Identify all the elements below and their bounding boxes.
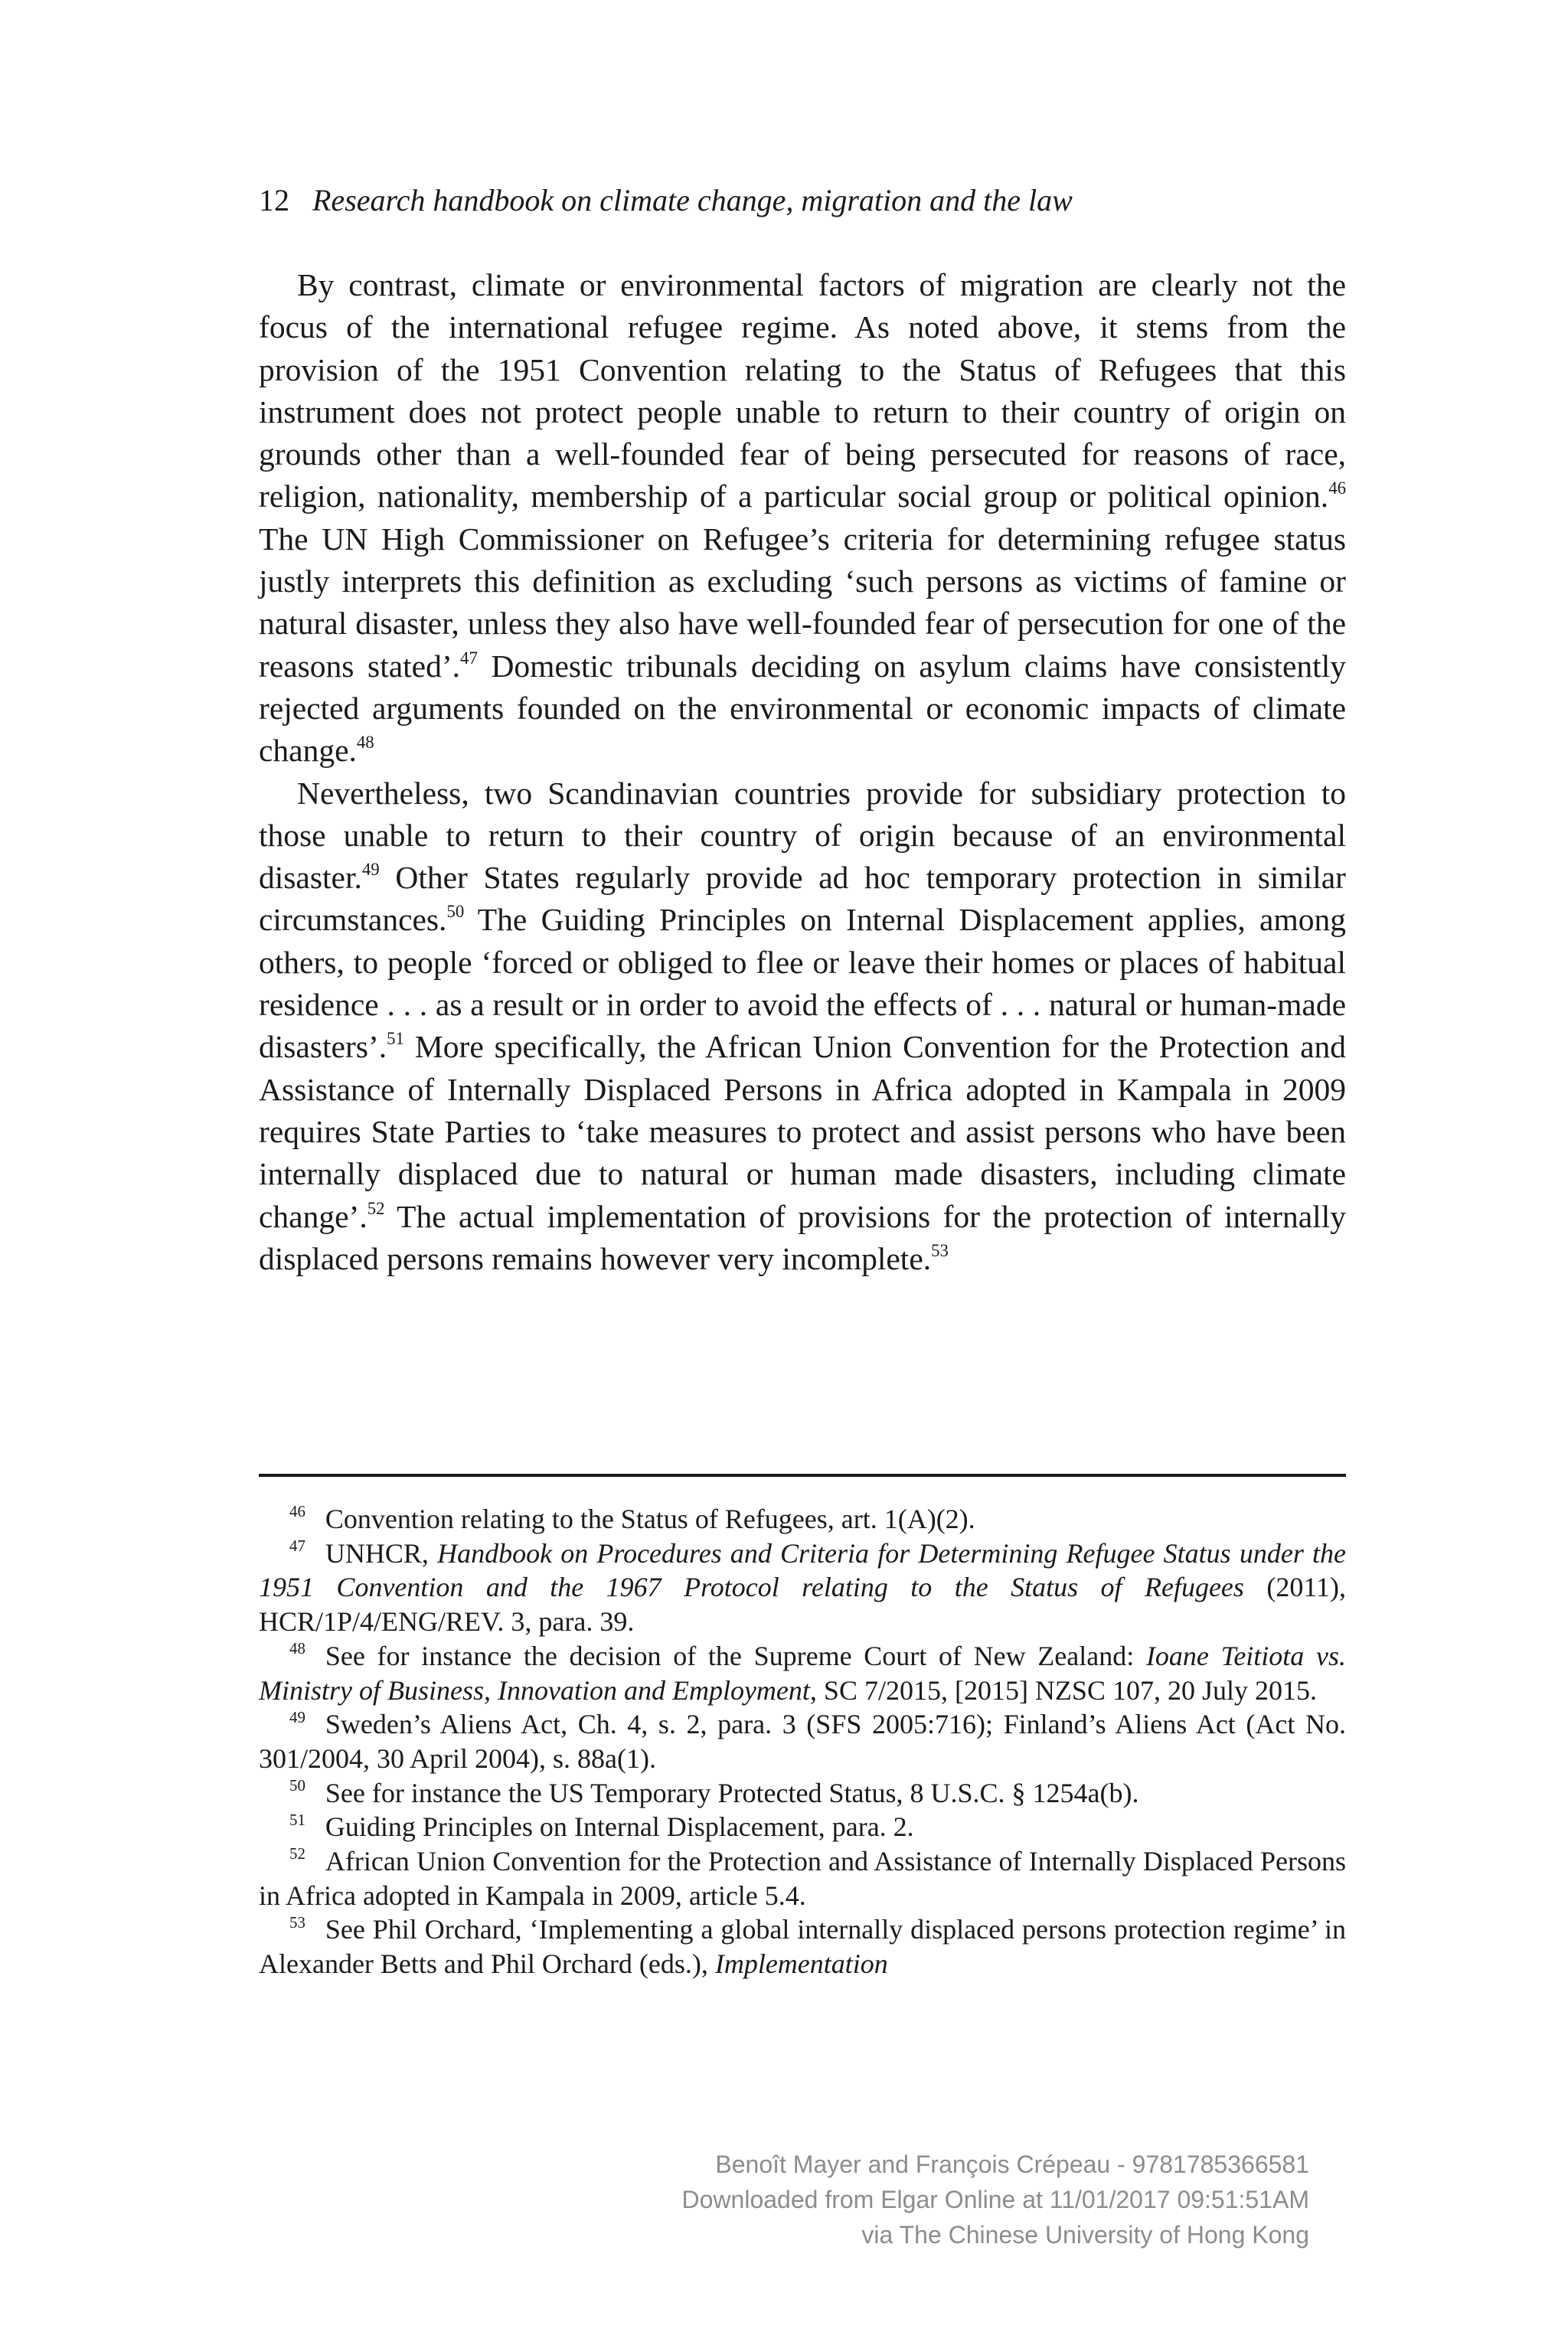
footnote-number: 53 bbox=[289, 1912, 305, 1932]
footnote-49 bbox=[259, 1707, 1346, 1775]
paragraph-text: Domestic tribunals deciding on asylum claims have consistently rejected arguments founded on the environmental or economic impacts of climate change. bbox=[259, 648, 1346, 769]
paragraph-text: By contrast, climate or environmental factors of migration are clearly not the focus of the international refugee regime. As noted above, it stems from the provision of the 1951 Convention relating to the Status of Refugees that this instrument does not protect people unable to return to their country of origin on grounds other than a well-founded fear of being persecuted for reasons of race, religion, nationality, membership of a particular social group or political opinion. bbox=[259, 267, 1346, 514]
footnote-text: , SC 7/2015, [2015] NZSC 107, 20 July 2015. bbox=[809, 1674, 1317, 1706]
footnote-number: 49 bbox=[289, 1707, 305, 1726]
footnote-number: 46 bbox=[289, 1502, 305, 1521]
footnote-number: 48 bbox=[289, 1639, 305, 1658]
download-watermark bbox=[544, 2147, 1309, 2252]
running-header bbox=[259, 179, 1346, 222]
footnote-text: Guiding Principles on Internal Displacement, para. 2. bbox=[325, 1811, 914, 1843]
footnote-46 bbox=[259, 1502, 1346, 1537]
footnote-number: 50 bbox=[289, 1776, 305, 1795]
footnote-text: African Union Convention for the Protection and Assistance of Internally Displaced Persons in Africa adopted in Kampala in 2009, article 5.4. bbox=[259, 1846, 1346, 1911]
footnotes bbox=[259, 1502, 1346, 1981]
footnote-text: Convention relating to the Status of Refugees, art. 1(A)(2). bbox=[325, 1504, 975, 1534]
footnote-italic-title: Handbook on Procedures and Criteria for Determining Refugee Status under the 1951 Convention and the 1967 Protocol relating to the Status of Refugees bbox=[259, 1537, 1346, 1603]
footnote-ref[interactable]: 48 bbox=[356, 733, 374, 753]
paragraph-text: The UN High Commissioner on Refugee’s criteria for determining refugee status justly interprets this definition as excluding ‘such persons as victims of famine or natural disaster, unless they also have well-founded fear of persecution for one of the reasons stated’. bbox=[259, 521, 1346, 684]
footnote-text: See Phil Orchard, ‘Implementing a global internally displaced persons protection regime’ in Alexander Betts and Phil Orchard (eds.), bbox=[259, 1914, 1346, 1980]
paragraph-text: Nevertheless, two Scandinavian countries provide for subsidiary protection to those unable to return to their country of origin because of an environmental disaster. bbox=[259, 775, 1346, 896]
paragraph-text: Other States regularly provide ad hoc temporary protection in similar circumstances. bbox=[259, 860, 1346, 938]
footnote-ref[interactable]: 51 bbox=[387, 1029, 404, 1049]
footnote-text: See for instance the US Temporary Protected Status, 8 U.S.C. § 1254a(b). bbox=[325, 1777, 1139, 1808]
watermark-line: Benoît Mayer and François Crépeau - 9781785366581 bbox=[715, 2151, 1309, 2178]
paragraph-2 bbox=[259, 772, 1346, 1281]
footnote-51 bbox=[259, 1810, 1346, 1844]
footnote-53 bbox=[259, 1912, 1346, 1981]
footnote-ref[interactable]: 53 bbox=[931, 1240, 949, 1260]
paragraph-1 bbox=[259, 264, 1346, 772]
paragraph-text: The Guiding Principles on Internal Displacement applies, among others, to people ‘forced or obliged to flee or leave their homes or places of habitual residence . . . as a result or in order to avoid the effects of . . . natural or human-made disasters’. bbox=[259, 902, 1346, 1065]
running-title: Research handbook on climate change, migration and the law bbox=[312, 183, 1073, 217]
footnote-divider bbox=[259, 1474, 1346, 1477]
footnote-ref[interactable]: 47 bbox=[460, 648, 478, 668]
footnote-number: 47 bbox=[289, 1537, 305, 1556]
footnote-italic-title: Implementation bbox=[714, 1948, 888, 1980]
footnote-text: (2011), HCR/1P/4/ENG/REV. 3, para. 39. bbox=[259, 1572, 1346, 1638]
main-text bbox=[259, 264, 1346, 1280]
footnote-50 bbox=[259, 1776, 1346, 1811]
footnote-number: 51 bbox=[289, 1810, 305, 1829]
footnote-ref[interactable]: 50 bbox=[446, 902, 465, 922]
watermark-line: via The Chinese University of Hong Kong bbox=[861, 2221, 1309, 2249]
paragraph-text: More specifically, the African Union Convention for the Protection and Assistance of Internally Displaced Persons in Africa adopted in Kampala in 2009 requires State Parties to ‘take measures to protect and assist persons who have been internally displaced due to natural or human made disasters, including climate change’. bbox=[259, 1029, 1346, 1234]
footnote-48 bbox=[259, 1639, 1346, 1707]
footnote-ref[interactable]: 49 bbox=[361, 860, 380, 880]
footnote-47 bbox=[259, 1537, 1346, 1639]
paragraph-text: The actual implementation of provisions for the protection of internally displaced persons remains however very incomplete. bbox=[259, 1198, 1346, 1276]
footnote-ref[interactable]: 46 bbox=[1328, 478, 1346, 498]
footnote-number: 52 bbox=[289, 1844, 305, 1863]
footnote-52 bbox=[259, 1844, 1346, 1912]
footnote-text: See for instance the decision of the Supreme Court of New Zealand: bbox=[325, 1640, 1146, 1671]
footnote-text: Sweden’s Aliens Act, Ch. 4, s. 2, para. 3 (SFS 2005:716); Finland’s Aliens Act (Act No. 301/2004, 30 April 2004), s. 88a(1). bbox=[259, 1709, 1346, 1774]
footnote-ref[interactable]: 52 bbox=[367, 1198, 385, 1218]
page-number: 12 bbox=[259, 183, 289, 217]
footnote-italic-title: Ioane Teitiota vs. Ministry of Business, Innovation and Employment bbox=[259, 1640, 1346, 1706]
footnote-text: UNHCR, bbox=[325, 1537, 438, 1569]
watermark-line: Downloaded from Elgar Online at 11/01/2017 09:51:51AM bbox=[681, 2186, 1309, 2213]
